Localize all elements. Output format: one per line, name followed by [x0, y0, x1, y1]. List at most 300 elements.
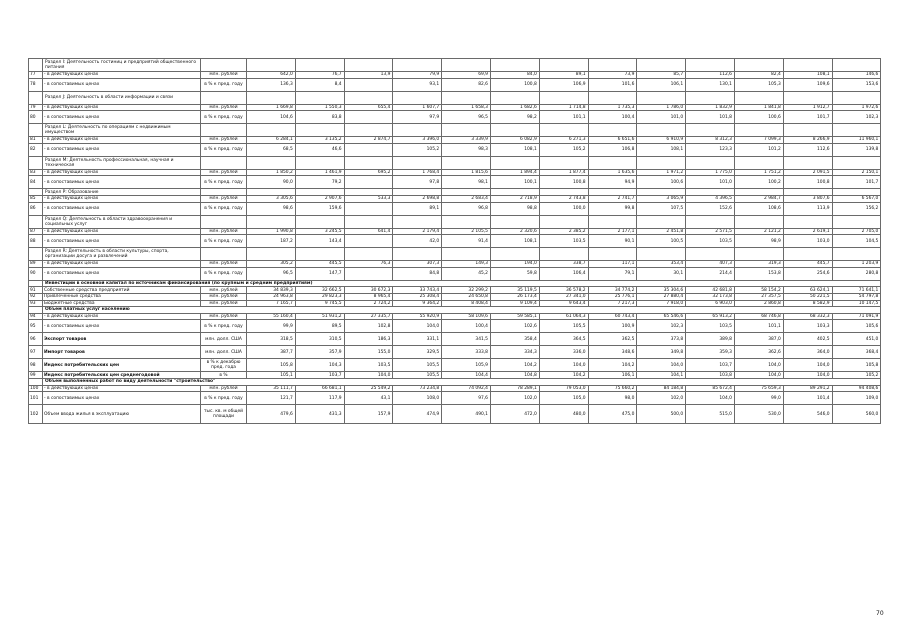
- data-row: [29, 320, 881, 333]
- value-cell: 71 091,9: [832, 313, 881, 320]
- empty-cell: [201, 156, 247, 169]
- value-cell: 79,2: [295, 176, 344, 189]
- value-cell: 33 743,4: [393, 287, 442, 294]
- value-cell: 105,8: [247, 359, 296, 372]
- value-cell: 25 776,1: [588, 293, 637, 300]
- empty-cell: [783, 248, 832, 261]
- value-cell: 104,0: [686, 392, 735, 405]
- value-cell: 24 650,8: [442, 293, 491, 300]
- value-cell: 106,1: [637, 78, 686, 91]
- value-cell: 105,5: [393, 372, 442, 379]
- value-cell: 1 775,0: [686, 169, 735, 176]
- value-cell: 1 607,7: [393, 104, 442, 111]
- value-cell: 387,7: [247, 346, 296, 359]
- value-cell: 90,1: [588, 235, 637, 248]
- value-cell: 112,6: [686, 72, 735, 79]
- value-cell: 113,9: [783, 202, 832, 215]
- value-cell: 368,4: [832, 346, 881, 359]
- empty-cell: [588, 91, 637, 104]
- value-cell: 101,2: [734, 143, 783, 156]
- empty-cell: [247, 124, 296, 137]
- value-cell: 96,5: [247, 267, 296, 280]
- value-cell: 3 135,2: [295, 137, 344, 144]
- value-cell: 59 585,1: [490, 313, 539, 320]
- indicator-name: - в сопоставимых ценах: [43, 202, 201, 215]
- value-cell: 187,2: [247, 235, 296, 248]
- statistics-table: [28, 58, 881, 424]
- indicator-name: - в действующих ценах: [43, 104, 201, 111]
- unit-cell: в % к пред. году: [201, 143, 247, 156]
- value-cell: 98,6: [247, 202, 296, 215]
- value-cell: 121,7: [247, 392, 296, 405]
- value-cell: 42 681,8: [686, 287, 735, 294]
- indicator-name: - в действующих ценах: [43, 169, 201, 176]
- value-cell: 29 823,3: [295, 293, 344, 300]
- indicator-name: - в действующих ценах: [43, 228, 201, 235]
- value-cell: 2 320,6: [490, 228, 539, 235]
- value-cell: 35 119,5: [490, 287, 539, 294]
- value-cell: 143,4: [295, 235, 344, 248]
- empty-cell: [686, 248, 735, 261]
- empty-cell: [247, 189, 296, 196]
- row-number: 89: [29, 261, 43, 268]
- value-cell: 2 091,5: [783, 169, 832, 176]
- value-cell: [344, 267, 393, 280]
- value-cell: 104,1: [637, 372, 686, 379]
- value-cell: 91,4: [442, 235, 491, 248]
- empty-cell: [832, 248, 881, 261]
- indicator-name: Объем ввода жилья в эксплуатацию: [43, 405, 201, 424]
- value-cell: 109,6: [783, 78, 832, 91]
- value-cell: 117,1: [588, 261, 637, 268]
- value-cell: 305,2: [247, 261, 296, 268]
- value-cell: 84,8: [393, 267, 442, 280]
- value-cell: [344, 202, 393, 215]
- row-number: 101: [29, 392, 43, 405]
- value-cell: 24 963,8: [247, 293, 296, 300]
- section-title: Раздел L: Деятельность по операциям с недвижимым имуществом: [43, 124, 201, 137]
- value-cell: 451,0: [832, 333, 881, 346]
- value-cell: 103,5: [686, 320, 735, 333]
- value-cell: 100,8: [490, 78, 539, 91]
- value-cell: 373,8: [637, 333, 686, 346]
- unit-cell: в %: [201, 372, 247, 379]
- value-cell: 3 807,6: [783, 195, 832, 202]
- section-row: [29, 189, 881, 196]
- header-row: [29, 280, 881, 287]
- empty-cell: [539, 215, 588, 228]
- unit-cell: в % к пред. году: [201, 392, 247, 405]
- row-number: 96: [29, 333, 43, 346]
- header-row: [29, 378, 881, 385]
- value-cell: 100,8: [539, 176, 588, 189]
- value-cell: 149,3: [442, 261, 491, 268]
- section-title: Раздел Q: Деятельность в области здравоохранения и социальных услуг: [43, 215, 201, 228]
- empty-cell: [832, 189, 881, 196]
- value-cell: 104,0: [783, 372, 832, 379]
- empty-cell: [637, 248, 686, 261]
- data-row: [29, 176, 881, 189]
- value-cell: 105,5: [393, 359, 442, 372]
- value-cell: 7 217,3: [588, 300, 637, 307]
- empty-cell: [295, 59, 344, 72]
- value-cell: 157,9: [344, 405, 393, 424]
- value-cell: 61 064,3: [539, 313, 588, 320]
- empty-cell: [442, 91, 491, 104]
- value-cell: 2 177,1: [588, 228, 637, 235]
- value-cell: 2 121,2: [734, 228, 783, 235]
- value-cell: 102,6: [490, 320, 539, 333]
- value-cell: 6 903,0: [686, 300, 735, 307]
- empty-cell: [201, 91, 247, 104]
- value-cell: 2 150,1: [832, 169, 881, 176]
- value-cell: 474,9: [393, 405, 442, 424]
- unit-cell: в % к пред. году: [201, 176, 247, 189]
- section-title: Раздел R: Деятельность в области культуры, спорта, организации досуга и развлечений: [43, 248, 201, 261]
- empty-cell: [393, 215, 442, 228]
- value-cell: 1 658,3: [442, 104, 491, 111]
- indicator-name: - в действующих ценах: [43, 385, 201, 392]
- value-cell: 479,6: [247, 405, 296, 424]
- row-number-cell: [29, 215, 43, 228]
- value-cell: 546,0: [783, 405, 832, 424]
- value-cell: 84,0: [490, 72, 539, 79]
- value-cell: 254,6: [783, 267, 832, 280]
- value-cell: 105,2: [539, 143, 588, 156]
- value-cell: 362,5: [588, 333, 637, 346]
- value-cell: 78 289,1: [490, 385, 539, 392]
- value-cell: 42,0: [393, 235, 442, 248]
- empty-cell: [686, 156, 735, 169]
- unit-cell: млн. долл. США: [201, 333, 247, 346]
- empty-cell: [588, 215, 637, 228]
- value-cell: 153,8: [734, 267, 783, 280]
- value-cell: 338,7: [539, 261, 588, 268]
- value-cell: 6 910,9: [637, 137, 686, 144]
- value-cell: 102,3: [637, 320, 686, 333]
- empty-cell: [442, 248, 491, 261]
- unit-cell: млн. рублей: [201, 313, 247, 320]
- value-cell: [344, 111, 393, 124]
- value-cell: 107,5: [637, 202, 686, 215]
- unit-cell: в % к пред. году: [201, 320, 247, 333]
- value-cell: 8 408,4: [442, 300, 491, 307]
- empty-cell: [295, 248, 344, 261]
- value-cell: 68,5: [247, 143, 296, 156]
- value-cell: 32 662,5: [295, 287, 344, 294]
- row-number-cell: [29, 59, 43, 72]
- value-cell: 4 396,5: [686, 195, 735, 202]
- value-cell: 100,0: [539, 202, 588, 215]
- value-cell: 103,5: [539, 235, 588, 248]
- value-cell: 108,1: [490, 143, 539, 156]
- value-cell: 60 743,4: [588, 313, 637, 320]
- row-number: 77: [29, 72, 43, 79]
- value-cell: 2 724,2: [344, 300, 393, 307]
- value-cell: 7 918,0: [637, 300, 686, 307]
- value-cell: 341,5: [442, 333, 491, 346]
- section-title: Раздел Р: Образование: [43, 189, 201, 196]
- value-cell: 6 271,3: [539, 137, 588, 144]
- value-cell: [344, 235, 393, 248]
- value-cell: 307,3: [393, 261, 442, 268]
- value-cell: 147,7: [295, 267, 344, 280]
- value-cell: 27 880,4: [637, 293, 686, 300]
- value-cell: 66 681,1: [295, 385, 344, 392]
- empty-cell: [588, 248, 637, 261]
- row-number-cell: [29, 124, 43, 137]
- value-cell: 9 643,4: [539, 300, 588, 307]
- empty-cell: [783, 91, 832, 104]
- data-row: [29, 313, 881, 320]
- data-row: [29, 72, 881, 79]
- value-cell: 655,4: [344, 104, 393, 111]
- value-cell: 310,5: [295, 333, 344, 346]
- value-cell: 1 735,3: [588, 104, 637, 111]
- data-row: [29, 137, 881, 144]
- value-cell: 85,7: [637, 72, 686, 79]
- empty-cell: [201, 215, 247, 228]
- empty-cell: [201, 124, 247, 137]
- value-cell: 82,6: [442, 78, 491, 91]
- value-cell: 490,1: [442, 405, 491, 424]
- value-cell: 102,8: [344, 320, 393, 333]
- value-cell: 104,5: [832, 235, 881, 248]
- indicator-name: - в сопоставимых ценах: [43, 111, 201, 124]
- value-cell: 101,0: [686, 176, 735, 189]
- indicator-name: - в сопоставимых ценах: [43, 176, 201, 189]
- row-number: 78: [29, 78, 43, 91]
- data-row: [29, 405, 881, 424]
- data-row: [29, 235, 881, 248]
- data-row: [29, 359, 881, 372]
- value-cell: 2 984,7: [734, 195, 783, 202]
- row-number: 98: [29, 359, 43, 372]
- empty-cell: [393, 91, 442, 104]
- value-cell: 9 109,4: [490, 300, 539, 307]
- value-cell: 94 408,6: [832, 385, 881, 392]
- value-cell: 106,4: [539, 267, 588, 280]
- row-number: 93: [29, 300, 43, 307]
- value-cell: 106,8: [588, 143, 637, 156]
- value-cell: 101,0: [637, 111, 686, 124]
- unit-cell: в % к декабрю пред. года: [201, 359, 247, 372]
- value-cell: 96,5: [442, 111, 491, 124]
- value-cell: 105,8: [832, 359, 881, 372]
- row-number: 99: [29, 372, 43, 379]
- unit-cell: млн. долл. США: [201, 346, 247, 359]
- value-cell: 50 221,5: [783, 293, 832, 300]
- row-number: 84: [29, 176, 43, 189]
- row-number: 79: [29, 104, 43, 111]
- empty-cell: [442, 156, 491, 169]
- value-cell: 100,9: [588, 320, 637, 333]
- empty-cell: [344, 124, 393, 137]
- value-cell: 1 669,8: [247, 104, 296, 111]
- empty-cell: [295, 124, 344, 137]
- value-cell: 101,8: [686, 111, 735, 124]
- value-cell: 75 659,3: [734, 385, 783, 392]
- value-cell: 27 341,0: [539, 293, 588, 300]
- value-cell: 2 698,8: [393, 195, 442, 202]
- value-cell: 105,3: [734, 78, 783, 91]
- section-row: [29, 91, 881, 104]
- empty-cell: [344, 156, 393, 169]
- value-cell: 1 682,6: [490, 104, 539, 111]
- statistics-table-body: [29, 59, 881, 424]
- value-cell: 101,1: [539, 111, 588, 124]
- row-number: 85: [29, 195, 43, 202]
- data-row: [29, 143, 881, 156]
- empty-cell: [588, 156, 637, 169]
- value-cell: 89,1: [539, 72, 588, 79]
- section-title: Раздел М: Деятельность профессиональная, научная и техническая: [43, 156, 201, 169]
- unit-cell: млн. рублей: [201, 195, 247, 202]
- value-cell: 364,0: [783, 346, 832, 359]
- value-cell: 25 308,4: [393, 293, 442, 300]
- unit-cell: в % к пред. году: [201, 202, 247, 215]
- empty-cell: [490, 59, 539, 72]
- row-number: 88: [29, 235, 43, 248]
- row-number: 90: [29, 267, 43, 280]
- value-cell: 214,4: [686, 267, 735, 280]
- value-cell: 103,0: [783, 235, 832, 248]
- section-row: [29, 59, 881, 72]
- value-cell: 98,1: [442, 176, 491, 189]
- value-cell: 333,8: [442, 346, 491, 359]
- page-number: 70: [876, 610, 884, 617]
- unit-cell: млн. рублей: [201, 287, 247, 294]
- value-cell: 2 874,7: [344, 137, 393, 144]
- empty-cell: [295, 215, 344, 228]
- value-cell: 104,2: [539, 372, 588, 379]
- value-cell: 1 751,2: [734, 169, 783, 176]
- value-cell: 108,1: [637, 143, 686, 156]
- empty-cell: [442, 189, 491, 196]
- data-row: [29, 104, 881, 111]
- value-cell: 331,1: [393, 333, 442, 346]
- value-cell: 500,0: [637, 405, 686, 424]
- value-cell: 136,3: [247, 78, 296, 91]
- value-cell: 102,3: [832, 111, 881, 124]
- empty-cell: [686, 59, 735, 72]
- data-row: [29, 287, 881, 294]
- value-cell: 1 850,2: [247, 169, 296, 176]
- indicator-name: - в сопоставимых ценах: [43, 78, 201, 91]
- unit-cell: в % к пред. году: [201, 111, 247, 124]
- value-cell: 11 960,1: [832, 137, 881, 144]
- value-cell: 336,0: [539, 346, 588, 359]
- value-cell: 6 651,6: [588, 137, 637, 144]
- row-number: 86: [29, 202, 43, 215]
- group-title: Объем платных услуг населению: [43, 307, 881, 314]
- empty-cell: [344, 189, 393, 196]
- value-cell: 105,9: [442, 359, 491, 372]
- unit-cell: млн. рублей: [201, 300, 247, 307]
- value-cell: 94,9: [588, 176, 637, 189]
- data-row: [29, 267, 881, 280]
- empty-cell: [686, 91, 735, 104]
- value-cell: 445,7: [783, 261, 832, 268]
- value-cell: 98,2: [490, 111, 539, 124]
- empty-cell: [734, 189, 783, 196]
- row-number: 95: [29, 320, 43, 333]
- value-cell: 362,6: [734, 346, 783, 359]
- value-cell: 108,0: [393, 392, 442, 405]
- value-cell: 104,0: [539, 359, 588, 372]
- value-cell: 1 841,8: [734, 104, 783, 111]
- value-cell: 402,5: [783, 333, 832, 346]
- value-cell: 480,0: [539, 405, 588, 424]
- value-cell: 83,8: [295, 111, 344, 124]
- value-cell: 89 291,2: [783, 385, 832, 392]
- data-row: [29, 228, 881, 235]
- value-cell: 98,3: [442, 143, 491, 156]
- value-cell: 65 913,2: [686, 313, 735, 320]
- value-cell: 318,5: [247, 333, 296, 346]
- empty-cell: [637, 189, 686, 196]
- value-cell: 364,5: [539, 333, 588, 346]
- value-cell: [344, 176, 393, 189]
- value-cell: 2 718,9: [490, 195, 539, 202]
- empty-cell: [832, 215, 881, 228]
- value-cell: 104,0: [783, 359, 832, 372]
- value-cell: 35 304,6: [637, 287, 686, 294]
- empty-cell: [539, 124, 588, 137]
- empty-cell: [247, 215, 296, 228]
- value-cell: 3 339,9: [442, 137, 491, 144]
- empty-cell: [201, 248, 247, 261]
- unit-cell: млн. рублей: [201, 169, 247, 176]
- value-cell: 32 173,8: [686, 293, 735, 300]
- value-cell: 105,6: [832, 320, 881, 333]
- data-row: [29, 300, 881, 307]
- empty-cell: [832, 124, 881, 137]
- value-cell: 533,3: [344, 195, 393, 202]
- empty-cell: [490, 91, 539, 104]
- value-cell: 36 578,2: [539, 287, 588, 294]
- unit-cell: млн. рублей: [201, 137, 247, 144]
- empty-cell: [393, 189, 442, 196]
- empty-cell: [637, 91, 686, 104]
- empty-cell: [247, 91, 296, 104]
- value-cell: 104,0: [637, 359, 686, 372]
- value-cell: 472,0: [490, 405, 539, 424]
- value-cell: 89,1: [393, 202, 442, 215]
- empty-cell: [490, 189, 539, 196]
- empty-cell: [832, 59, 881, 72]
- group-title: Инвестиции в основной капитал по источникам финансирования (по крупным и средним предприятиям): [43, 280, 881, 287]
- value-cell: 387,0: [734, 333, 783, 346]
- value-cell: 109,0: [832, 392, 881, 405]
- value-cell: 55 920,9: [393, 313, 442, 320]
- empty-cell: [490, 248, 539, 261]
- value-cell: 65 546,6: [637, 313, 686, 320]
- data-row: [29, 293, 881, 300]
- value-cell: 73 234,8: [393, 385, 442, 392]
- indicator-name: - в сопоставимых ценах: [43, 320, 201, 333]
- value-cell: 30,1: [637, 267, 686, 280]
- empty-cell: [442, 215, 491, 228]
- value-cell: 155,0: [344, 346, 393, 359]
- value-cell: 58 109,6: [442, 313, 491, 320]
- value-cell: 1 550,3: [295, 104, 344, 111]
- value-cell: 105,0: [539, 392, 588, 405]
- empty-cell: [734, 124, 783, 137]
- value-cell: 2 860,8: [734, 300, 783, 307]
- unit-cell: млн. рублей: [201, 72, 247, 79]
- value-cell: 359,3: [686, 346, 735, 359]
